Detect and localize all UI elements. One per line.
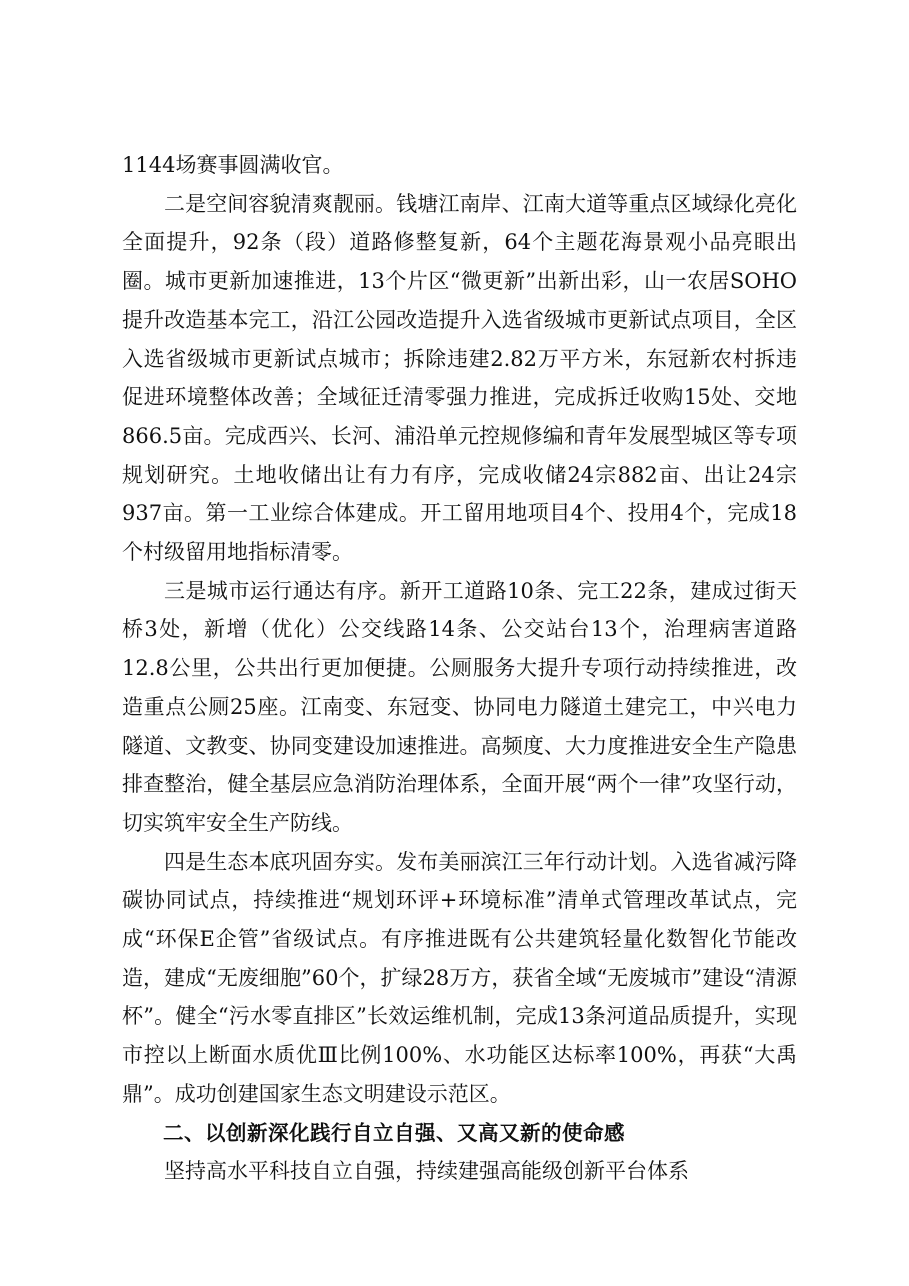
paragraph-innovation-start: 坚持高水平科技自立自强，持续建强高能级创新平台体系 [164, 1159, 689, 1184]
paragraph-continuation: 1144场赛事圆满收官。 [122, 153, 344, 177]
document-page [122, 146, 797, 1191]
paragraph-city-operation: 三是城市运行通达有序。新开工道路10条、完工22条，建成过街天桥3处，新增（优化）公交线路14条、公交站台13个，治理病害道路12.8公里，公共出行更加便捷。公厕服务大提升专项行动持续推进，改造重点公厕25座。江南变、东冠变、协同电力隧道土建完工，中兴电力隧道、文教变、协同变建设加速推进。高频度、大力度推进安全生产隐患排查整治，健全基层应急消防治理体系，全面开展“两个一律”攻坚行动，切实筑牢安全生产防线。 [122, 578, 797, 835]
paragraph-space-appearance: 二是空间容貌清爽靓丽。钱塘江南岸、江南大道等重点区域绿化亮化全面提升，92条（段）道路修整复新，64个主题花海景观小品亮眼出圈。城市更新加速推进，13个片区“微更新”出新出彩，山一农居SOHO提升改造基本完工，沿江公园改造提升入选省级城市更新试点项目，全区入选省级城市更新试点城市；拆除违建2.82万平方米，东冠新农村拆违促进环境整体改善；全域征迁清零强力推进，完成拆迁收购15处、交地866.5亩。完成西兴、长河、浦沿单元控规修编和青年发展型城区等专项规划研究。土地收储出让有力有序，完成收储24宗882亩、出让24宗937亩。第一工业综合体建成。开工留用地项目4个、投用4个，完成18个村级留用地指标清零。 [122, 191, 797, 565]
section-heading: 二、以创新深化践行自立自强、又高又新的使命感 [163, 1120, 625, 1145]
paragraph-ecology: 四是生态本底巩固夯实。发布美丽滨江三年行动计划。入选省减污降碳协同试点，持续推进“规划环评+环境标准”清单式管理改革试点，完成“环保E企管”省级试点。有序推进既有公共建筑轻量化数智化节能改造，建成“无废细胞”60个，扩绿28万方，获省全域“无废城市”建设“清源杯”。健全“污水零直排区”长效运维机制，完成13条河道品质提升，实现市控以上断面水质优Ⅲ比例100%、水功能区达标率100%，再获“大禹鼎”。成功创建国家生态文明建设示范区。 [122, 849, 797, 1106]
